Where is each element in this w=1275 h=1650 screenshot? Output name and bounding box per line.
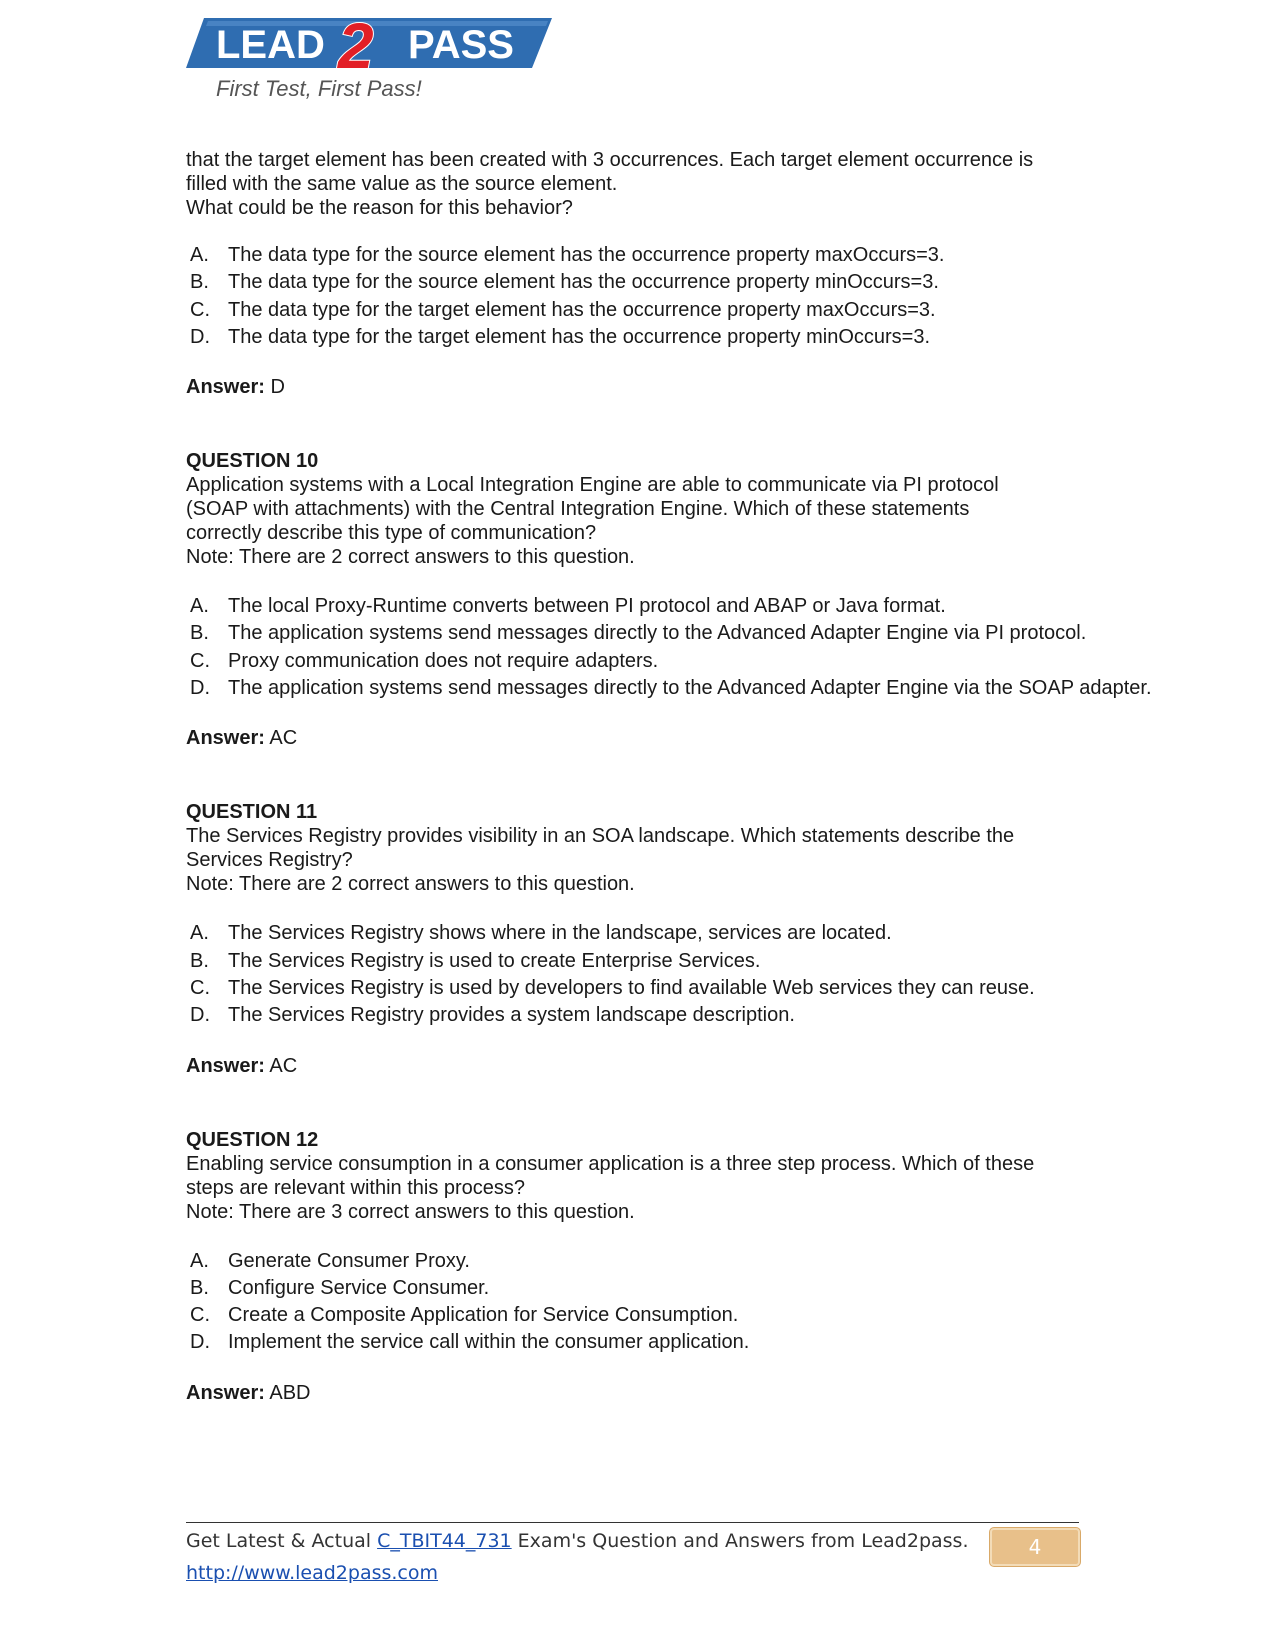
text-line: Note: There are 3 correct answers to this question. <box>186 1200 635 1223</box>
text-line: Enabling service consumption in a consumer application is a three step process. Which of these <box>186 1152 1035 1175</box>
option-item <box>186 297 1186 324</box>
answer-value: D <box>270 376 285 399</box>
option-text: The Services Registry provides a system landscape description. <box>228 1004 795 1027</box>
option-text: The data type for the source element has the occurrence property minOccurs=3. <box>228 271 939 294</box>
option-text: The data type for the target element has the occurrence property minOccurs=3. <box>228 325 931 348</box>
option-list <box>186 242 1186 351</box>
lead2pass-logo <box>186 6 586 116</box>
option-text: The data type for the source element has the occurrence property maxOccurs=3. <box>228 244 945 266</box>
option-letter: A. <box>190 922 209 945</box>
footer-suffix: Exam's Question and Answers from Lead2pass. <box>511 1530 969 1552</box>
option-letter: D. <box>190 677 210 700</box>
answer-line <box>186 1054 1186 1078</box>
option-item <box>186 269 1186 296</box>
logo-text-right: PASS <box>408 23 514 67</box>
option-text: The application systems send messages directly to the Advanced Adapter Engine via the SOAP adapter. <box>228 677 1152 700</box>
option-letter: D. <box>190 325 210 348</box>
answer-label: Answer: <box>186 1381 265 1404</box>
option-text: Implement the service call within the consumer application. <box>228 1331 750 1354</box>
option-letter: C. <box>190 649 210 672</box>
site-link[interactable]: http://www.lead2pass.com <box>186 1562 439 1584</box>
option-letter: A. <box>190 244 209 266</box>
option-letter: D. <box>190 1331 210 1354</box>
question-text <box>186 800 1186 896</box>
option-text: The Services Registry is used by developers to find available Web services they can reuse. <box>228 976 1035 999</box>
option-item <box>186 1329 1186 1356</box>
text-line: Note: There are 2 correct answers to this question. <box>186 873 635 896</box>
option-list <box>186 920 1186 1029</box>
option-item <box>186 675 1186 702</box>
answer-label: Answer: <box>186 1054 265 1077</box>
answer-label: Answer: <box>186 376 265 399</box>
text-line: steps are relevant within this process? <box>186 1176 526 1199</box>
option-item <box>186 593 1186 620</box>
answer-value: AC <box>269 1054 298 1077</box>
text-line: What could be the reason for this behavior? <box>186 197 573 219</box>
answer-label: Answer: <box>186 727 265 750</box>
text-line: that the target element has been created with 3 occurrences. Each target element occurrence is <box>186 149 1034 171</box>
option-letter: C. <box>190 298 210 321</box>
page-footer <box>186 1522 1079 1587</box>
footer-site-line <box>186 1559 1079 1587</box>
logo-graphic <box>186 6 566 78</box>
option-letter: C. <box>190 976 210 999</box>
logo-tagline: First Test, First Pass! <box>216 76 422 101</box>
option-text: Generate Consumer Proxy. <box>228 1249 470 1272</box>
option-text: Configure Service Consumer. <box>228 1276 490 1299</box>
question-text <box>186 148 1186 220</box>
text-line: correctly describe this type of communication? <box>186 522 597 545</box>
option-letter: A. <box>190 595 209 618</box>
option-item <box>186 1275 1186 1302</box>
option-item <box>186 948 1186 975</box>
exam-link[interactable]: C_TBIT44_731 <box>377 1530 512 1552</box>
option-list <box>186 593 1186 702</box>
option-item <box>186 242 1186 269</box>
answer-line <box>186 726 1186 750</box>
text-line: (SOAP with attachments) with the Central Integration Engine. Which of these statements <box>186 498 970 521</box>
option-letter: B. <box>190 1276 209 1299</box>
answer-value: ABD <box>269 1381 311 1404</box>
option-item <box>186 648 1186 675</box>
text-line: Application systems with a Local Integration Engine are able to communicate via PI protocol <box>186 474 999 497</box>
option-item <box>186 324 1186 351</box>
option-item <box>186 620 1186 647</box>
option-letter: B. <box>190 271 209 294</box>
option-item <box>186 1002 1186 1029</box>
option-item <box>186 1302 1186 1329</box>
question-title: QUESTION 10 <box>186 450 319 473</box>
text-line: filled with the same value as the source element. <box>186 173 618 195</box>
question-text <box>186 1128 1186 1224</box>
option-text: The Services Registry shows where in the landscape, services are located. <box>228 922 892 945</box>
footer-prefix: Get Latest & Actual <box>186 1530 378 1552</box>
option-text: Proxy communication does not require adapters. <box>228 649 659 672</box>
answer-line <box>186 375 1186 399</box>
option-text: The Services Registry is used to create Enterprise Services. <box>228 949 761 972</box>
option-item <box>186 1248 1186 1275</box>
question-11 <box>186 800 1186 1077</box>
option-text: The application systems send messages directly to the Advanced Adapter Engine via PI protocol. <box>228 622 1087 645</box>
question-10 <box>186 449 1186 750</box>
page-number-badge: 4 <box>990 1528 1080 1566</box>
option-item <box>186 920 1186 947</box>
option-letter: C. <box>190 1304 210 1327</box>
option-list <box>186 1248 1186 1357</box>
option-text: Create a Composite Application for Service Consumption. <box>228 1304 739 1327</box>
logo-text-number: 2 <box>338 10 374 78</box>
footer-line <box>186 1527 1079 1555</box>
option-letter: B. <box>190 949 209 972</box>
document-body <box>186 148 1186 1455</box>
previous-question <box>186 148 1186 399</box>
question-12 <box>186 1128 1186 1405</box>
option-letter: A. <box>190 1249 209 1272</box>
question-title: QUESTION 11 <box>186 801 318 824</box>
option-text: The local Proxy-Runtime converts between PI protocol and ABAP or Java format. <box>228 595 946 618</box>
option-text: The data type for the target element has the occurrence property maxOccurs=3. <box>228 298 936 321</box>
question-text <box>186 449 1186 569</box>
logo-text-left: LEAD <box>216 23 325 67</box>
text-line: The Services Registry provides visibility in an SOA landscape. Which statements describe the <box>186 825 1015 848</box>
answer-value: AC <box>269 727 298 750</box>
question-title: QUESTION 12 <box>186 1128 319 1151</box>
answer-line <box>186 1381 1186 1405</box>
option-letter: D. <box>190 1004 210 1027</box>
text-line: Note: There are 2 correct answers to this question. <box>186 546 635 569</box>
option-letter: B. <box>190 622 209 645</box>
text-line: Services Registry? <box>186 849 353 872</box>
option-item <box>186 975 1186 1002</box>
